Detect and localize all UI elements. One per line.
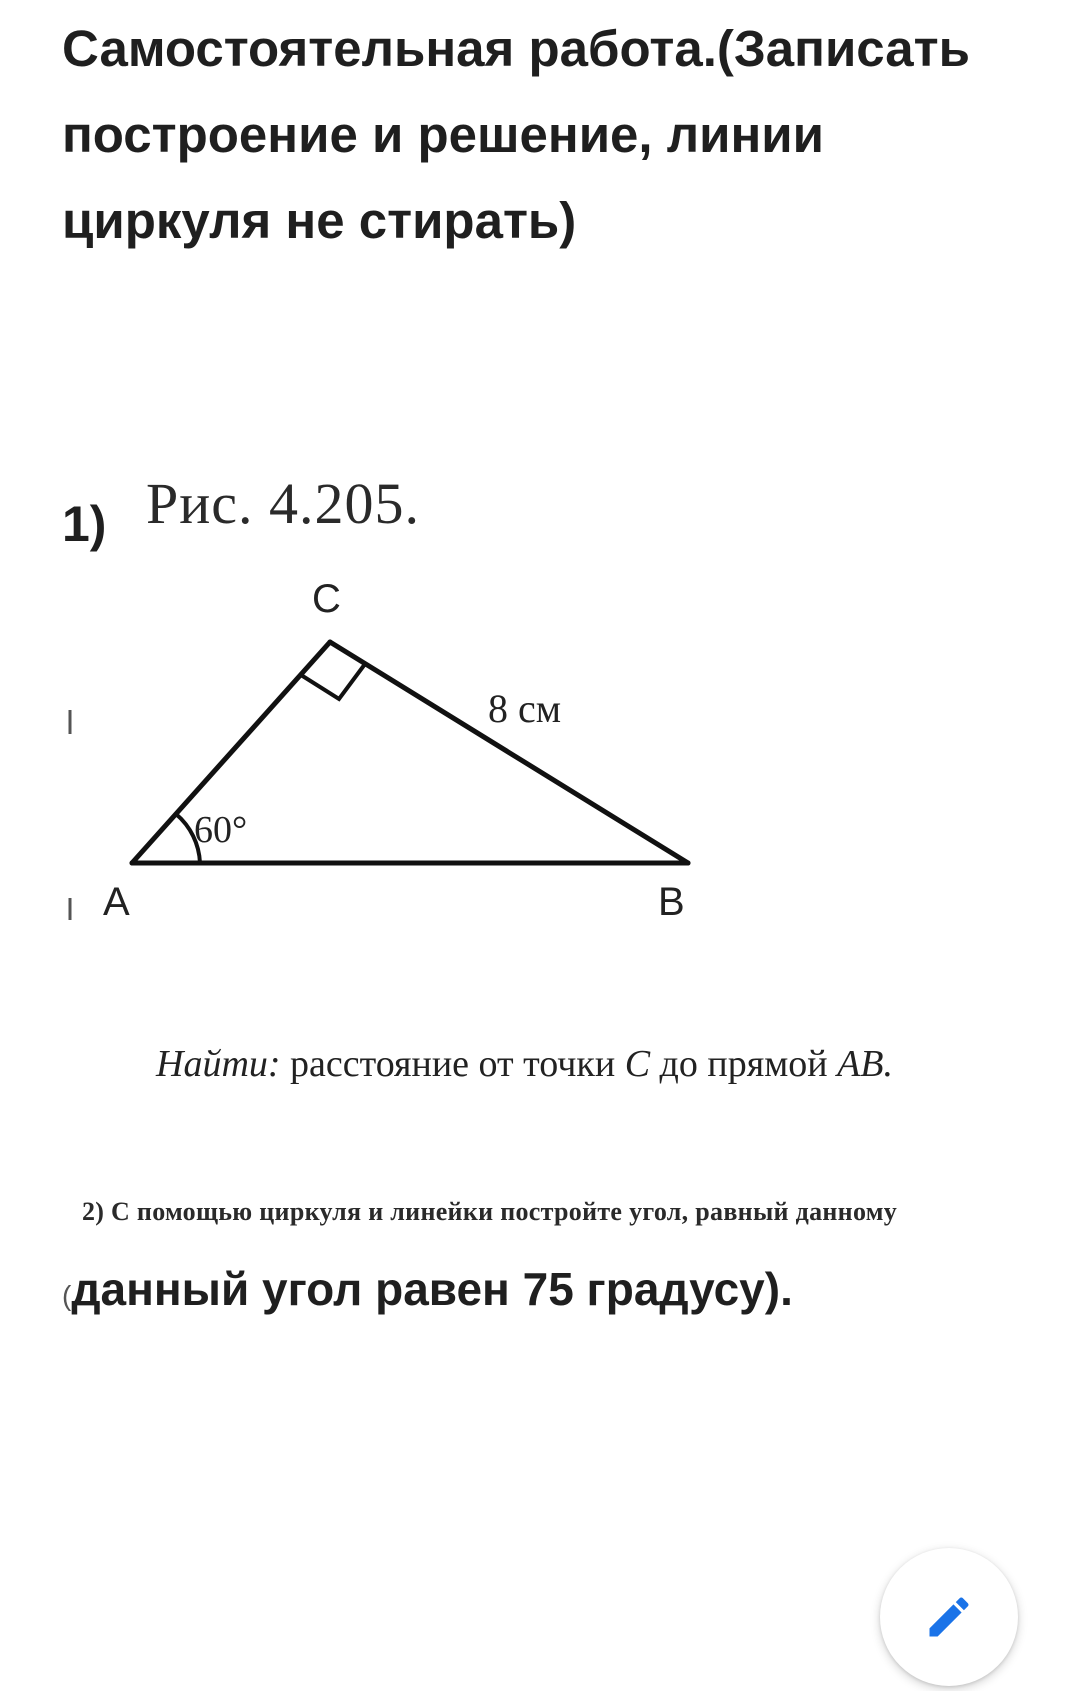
task-1-number: 1) <box>62 496 107 552</box>
point-c: C <box>624 1043 651 1085</box>
find-text: расстояние от точки <box>290 1043 616 1085</box>
line-ab: AB. <box>837 1043 894 1085</box>
side-cb <box>330 642 688 863</box>
right-angle-mark <box>301 664 365 699</box>
figure-caption: Рис. 4.205. <box>146 471 421 536</box>
angle-label: 60° <box>194 809 248 851</box>
open-paren: ( <box>62 1280 72 1311</box>
find-text-2: до прямой <box>659 1043 828 1085</box>
task-2-continuation <box>62 1262 793 1316</box>
task-2-text: 2) С помощью циркуля и линейки постройте угол, равный данному <box>82 1197 898 1226</box>
side-length-label: 8 см <box>488 686 562 731</box>
find-label: Найти: <box>156 1043 281 1085</box>
task-2-continuation-text: данный угол равен 75 градусу). <box>71 1263 793 1315</box>
edit-button[interactable] <box>880 1548 1018 1686</box>
task-1-text <box>94 1040 994 1088</box>
pencil-icon <box>923 1591 975 1643</box>
vertex-label-b: B <box>658 880 685 920</box>
vertex-label-a: A <box>103 880 130 920</box>
triangle-diagram <box>0 560 1080 920</box>
vertex-label-c: C <box>312 577 341 621</box>
page-title: Самостоятельная работа.(Записать построение и решение, линии циркуля не стирать) <box>62 20 970 249</box>
